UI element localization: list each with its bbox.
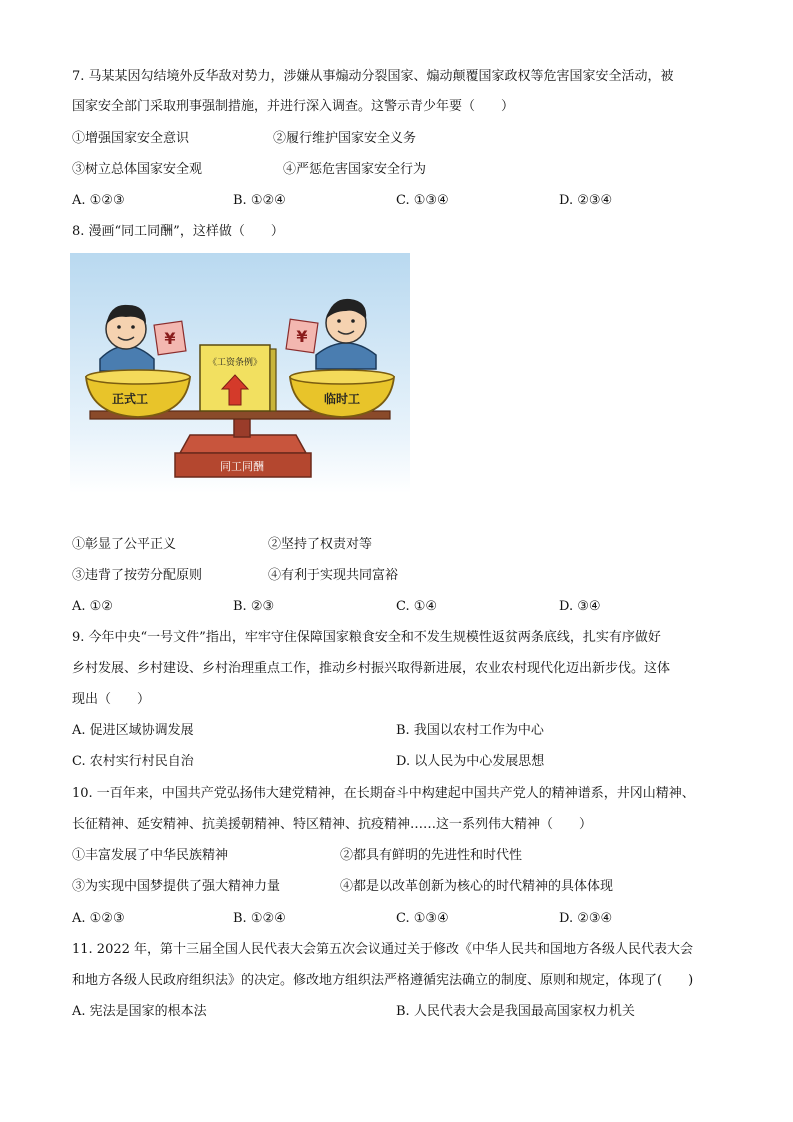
q10-stem-line1: 10. 一百年来，中国共产党弘扬伟大建党精神，在长期奋斗中构建起中国共产党人的精神谱系，井冈山精神、 [72, 786, 695, 801]
right-pan-label: 临时工 [323, 392, 361, 406]
book-title: 《工资条例》 [207, 358, 263, 368]
q8-item-2: ②坚持了权责对等 [268, 537, 373, 552]
q9-option-d: D. 以人民为中心发展思想 [396, 754, 545, 769]
q7-stem-line1: 7. 马某某因勾结境外反华敌对势力，涉嫌从事煽动分裂国家、煽动颠覆国家政权等危害国家安全活动，被 [72, 69, 674, 84]
left-pan-label: 正式工 [111, 392, 149, 406]
q11-option-b: B. 人民代表大会是我国最高国家权力机关 [396, 1004, 635, 1019]
right-yen-symbol: ¥ [296, 327, 308, 346]
q8-stem: 8. 漫画“同工同酬”，这样做（ ） [72, 224, 284, 239]
right-yen-note [286, 319, 318, 353]
q7-option-b: B. ①②④ [233, 193, 286, 208]
q8-option-d: D. ③④ [559, 599, 601, 614]
q7-item-2: ②履行维护国家安全义务 [273, 131, 417, 146]
q8-item-3: ③违背了按劳分配原则 [72, 568, 203, 583]
q11-stem-line2: 和地方各级人民政府组织法》的决定。修改地方组织法严格遵循宪法确立的制度、原则和规定，体现了( ) [72, 973, 694, 988]
left-yen-note [154, 321, 186, 355]
left-yen-symbol: ¥ [164, 329, 176, 348]
q7-item-4: ④严惩危害国家安全行为 [283, 162, 427, 177]
q10-option-a: A. ①②③ [72, 911, 125, 926]
same-pay-cartoon [70, 253, 410, 493]
q10-option-c: C. ①③④ [396, 911, 449, 926]
q10-item-2: ②都具有鲜明的先进性和时代性 [340, 848, 523, 863]
q8-option-a: A. ①② [72, 599, 113, 614]
q10-item-1: ①丰富发展了中华民族精神 [72, 848, 229, 863]
q8-option-c: C. ①④ [396, 599, 438, 614]
q8-item-1: ①彰显了公平正义 [72, 537, 177, 552]
base-label: 同工同酬 [220, 460, 264, 473]
q9-stem-line2: 乡村发展、乡村建设、乡村治理重点工作，推动乡村振兴取得新进展，农业农村现代化迈出新步伐。这体 [72, 661, 671, 676]
q8-option-b: B. ②③ [233, 599, 275, 614]
q7-item-3: ③树立总体国家安全观 [72, 162, 203, 177]
q9-stem-line1: 9. 今年中央“一号文件”指出，牢牢守住保障国家粮食安全和不发生规模性返贫两条底线，扎实有序做好 [72, 630, 661, 645]
q10-option-d: D. ②③④ [559, 911, 613, 926]
q11-stem-line1: 11. 2022 年，第十三届全国人民代表大会第五次会议通过关于修改《中华人民共和国地方各级人民代表大会 [72, 942, 694, 957]
q9-stem-line3: 现出（ ） [72, 692, 151, 707]
q7-option-d: D. ②③④ [559, 193, 613, 208]
q10-item-4: ④都是以改革创新为核心的时代精神的具体体现 [340, 879, 614, 894]
q10-option-b: B. ①②④ [233, 911, 286, 926]
q7-option-c: C. ①③④ [396, 193, 449, 208]
q7-item-1: ①增强国家安全意识 [72, 131, 190, 146]
q7-stem-line2: 国家安全部门采取刑事强制措施，并进行深入调查。这警示青少年要（ ） [72, 99, 515, 114]
q9-option-a: A. 促进区域协调发展 [72, 723, 194, 738]
q9-option-c: C. 农村实行村民自治 [72, 754, 194, 769]
q10-item-3: ③为实现中国梦提供了强大精神力量 [72, 879, 281, 894]
q9-option-b: B. 我国以农村工作为中心 [396, 723, 544, 738]
q10-stem-line2: 长征精神、延安精神、抗美援朝精神、特区精神、抗疫精神……这一系列伟大精神（ ） [72, 817, 593, 832]
wage-regulation-book [200, 345, 276, 411]
q7-option-a: A. ①②③ [72, 193, 125, 208]
q8-item-4: ④有利于实现共同富裕 [268, 568, 399, 583]
q11-option-a: A. 宪法是国家的根本法 [72, 1004, 207, 1019]
